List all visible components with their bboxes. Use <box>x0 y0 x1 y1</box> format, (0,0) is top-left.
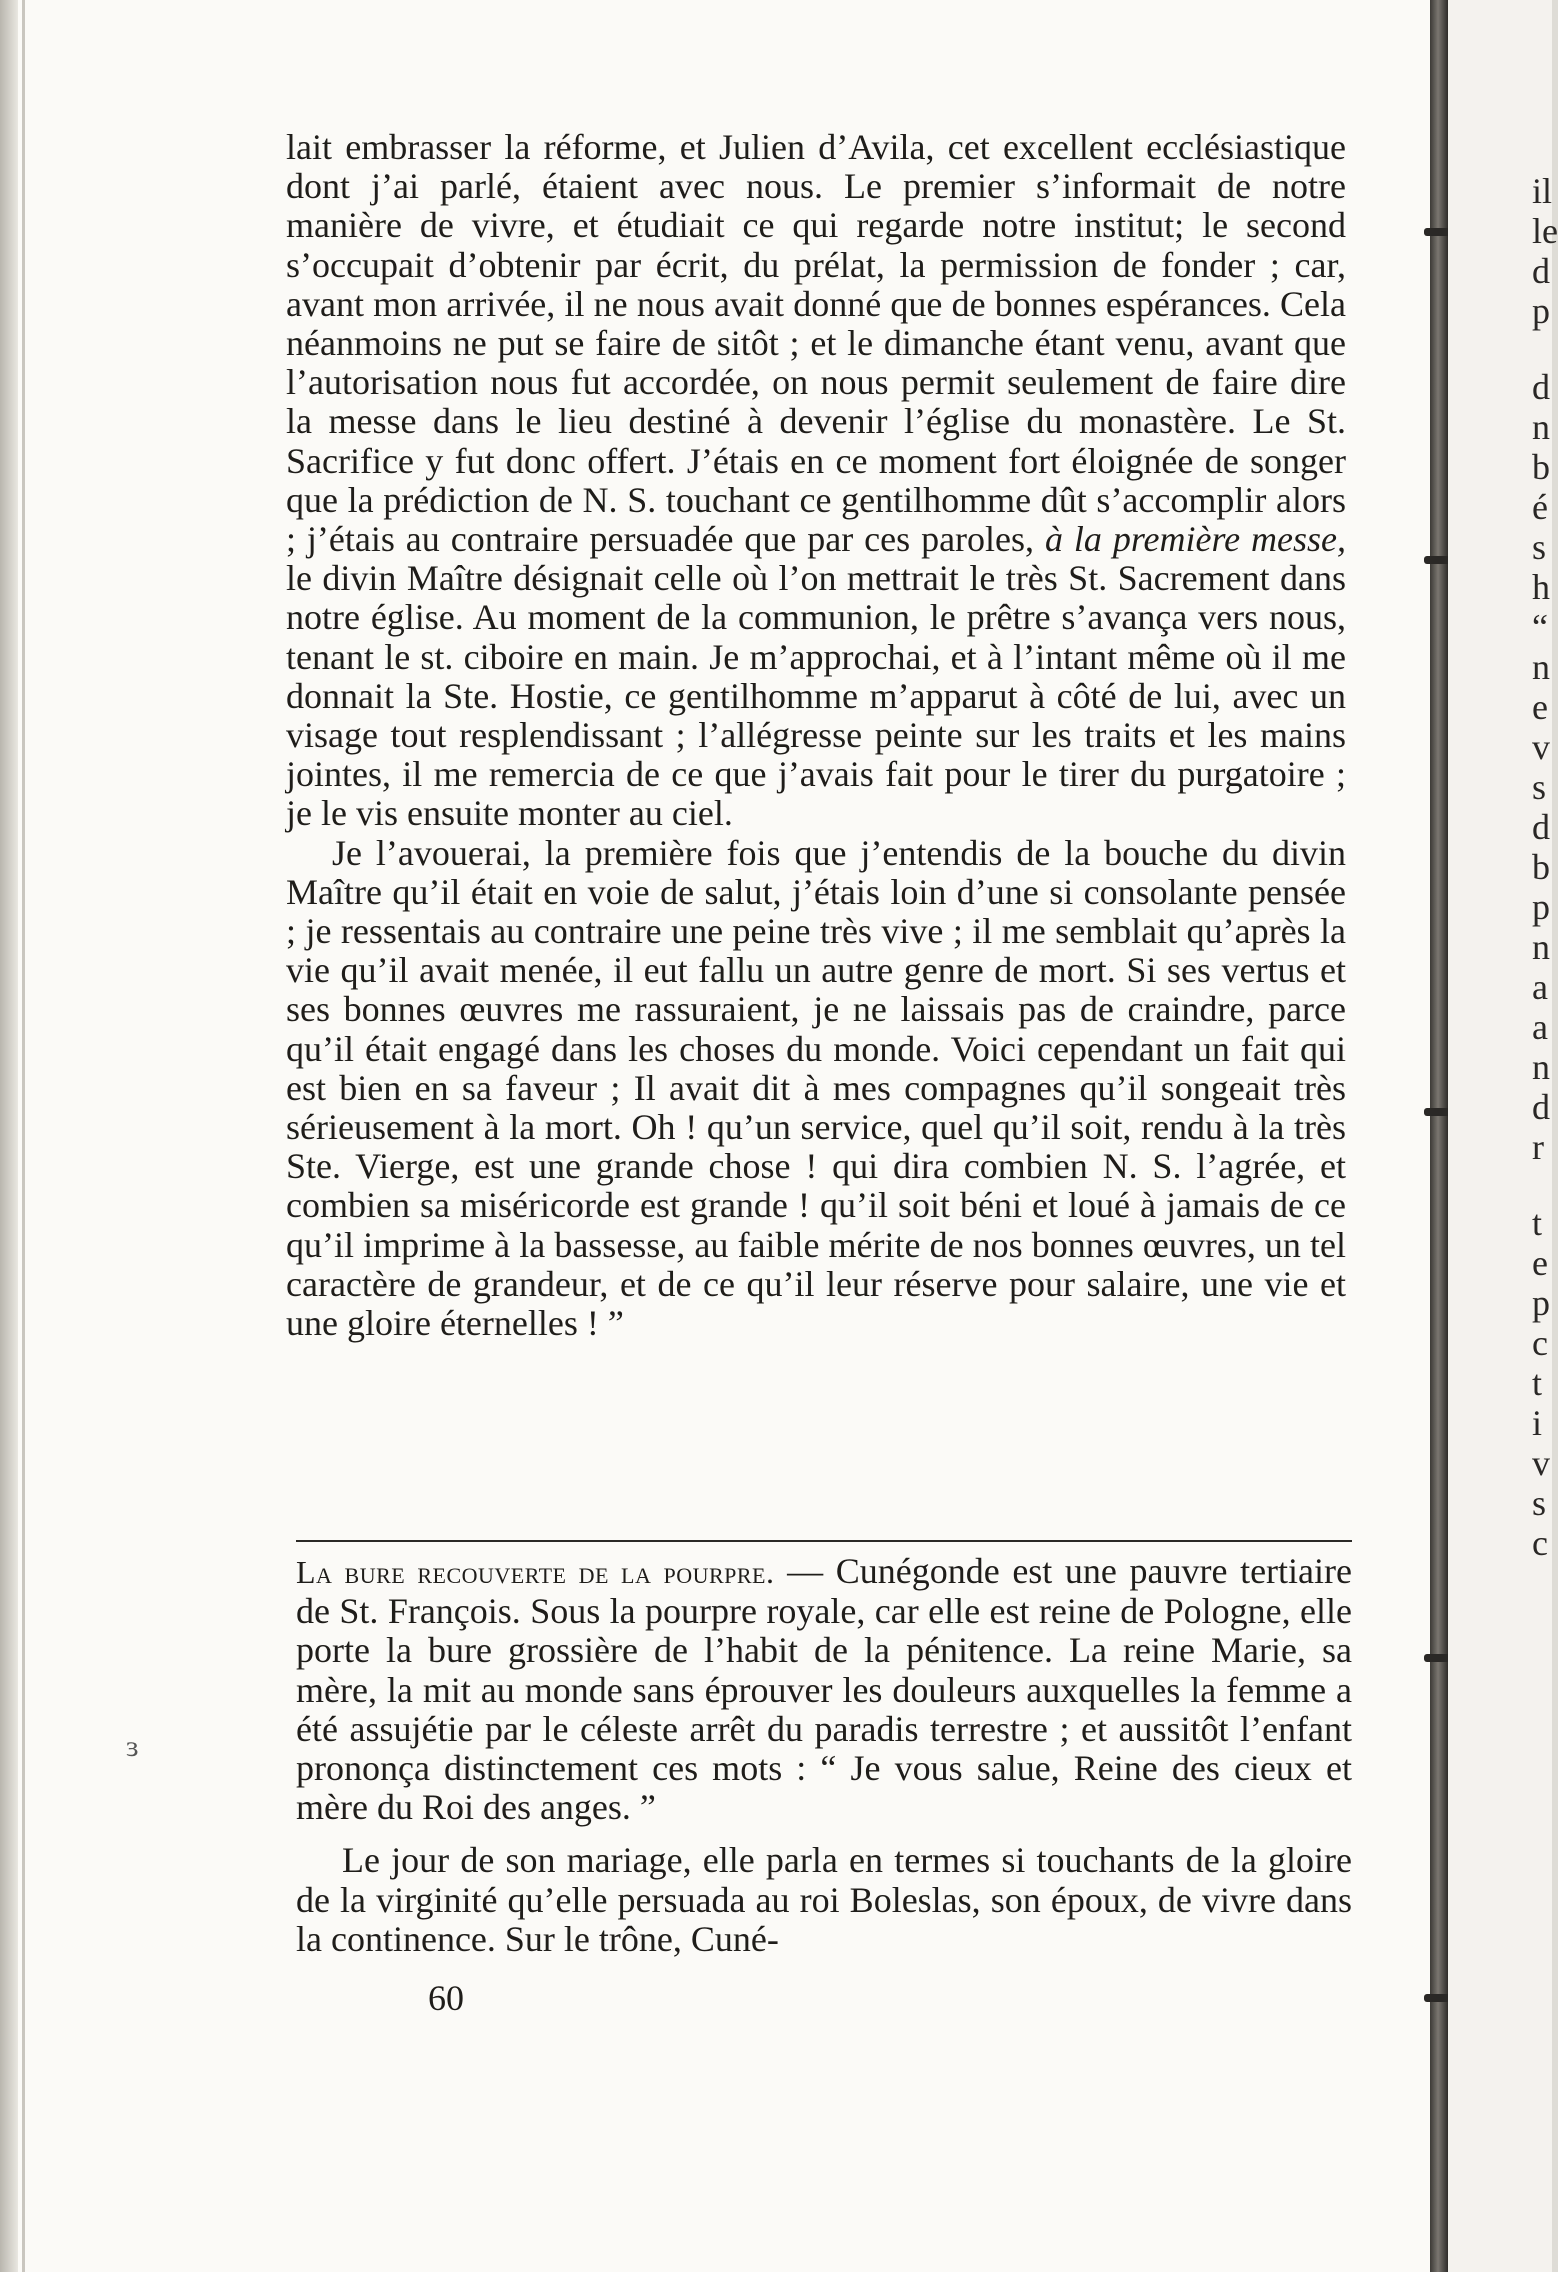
footnote-heading: La bure recouverte de la pourpre. <box>296 1554 775 1590</box>
facing-page-fragment: t <box>1532 1203 1543 1243</box>
facing-page-fragment: le <box>1532 211 1558 251</box>
facing-page-fragment: n <box>1532 1047 1550 1087</box>
facing-page-fragment: “ <box>1532 607 1548 647</box>
facing-page-fragment: s <box>1532 767 1547 807</box>
footnote-paragraph-1 <box>296 1552 1352 1827</box>
paragraph-1 <box>286 128 1346 834</box>
paragraph-1-text: lait embrasser la réforme, et Julien d’Avila, cet excellent ecclésiastique dont j’ai parlé, étaient avec nous. Le premier s’informait de notre manière de vivre, et étudiait ce qui regarde notre institut; le second s’occupait d’obtenir par écrit, du prélat, la permission de fonder ; car, avant mon arrivée, il ne nous avait donné que de bonnes espérances. Cela néanmoins ne put se faire de sitôt ; et le dimanche étant venu, avant que l’autorisation nous fut accordée, on nous permit seulement de faire dire la messe dans le lieu destiné à devenir l’église du monastère. Le St. Sacrifice y fut donc offert. J’étais en ce moment fort éloignée de songer que la prédiction de N. S. touchant ce gentilhomme dût s’accomplir alors ; j’étais au contraire persuadée que par ces paroles, <box>286 127 1346 560</box>
paragraph-2: Je l’avouerai, la première fois que j’entendis de la bouche du divin Maître qu’il était en voie de salut, j’étais loin d’une si consolante pensée ; je ressentais au contraire une peine très vive ; il me semblait qu’après la vie qu’il avait menée, il eut fallu un autre genre de mort. Si ses vertus et ses bonnes œuvres me rassuraient, je ne laissais pas de craindre, parce qu’il était engagé dans les choses du monde. Voici cependant un fait qui est bien en sa faveur ; Il avait dit à mes compagnes qu’il songeait très sérieusement à la mort. Oh ! qu’un service, quel qu’il soit, rendu à la très Ste. Vierge, est une grande chose ! qui dira combien N. S. l’agrée, et combien sa miséricorde est grande ! qu’il soit béni et loué à jamais de ce qu’il imprime à la bassesse, au faible mérite de nos bonnes œuvres, un tel caractère de grandeur, et de ce qu’il leur réserve pour salaire, une vie et une gloire éternelles ! ” <box>286 832 1346 1344</box>
facing-page-fragment: r <box>1532 1127 1544 1167</box>
facing-page-fragment: b <box>1532 847 1550 887</box>
page-edge-shadow <box>0 0 18 2272</box>
facing-page-fragment: n <box>1532 927 1550 967</box>
italic-phrase: à la première messe, <box>1044 519 1347 560</box>
facing-page-fragment: v <box>1532 727 1550 767</box>
facing-page-fragment: n <box>1532 647 1550 687</box>
facing-page-fragment: p <box>1532 1283 1550 1323</box>
paragraph-1-continuation: le divin Maître désignait celle où l’on mettrait le très St. Sacrement dans notre église. Au moment de la communion, le prêtre s’avança vers nous, tenant le st. ciboire en main. Je m’approchai, et à l’intant même où il me donnait la Ste. Hostie, ce gentilhomme m’apparut à côté de lui, avec un visage tout resplendissant ; l’allégresse peinte sur les traits et les mains jointes, il me remercia de ce que j’avais fait pour le tirer du purgatoire ; je le vis ensuite monter au ciel. <box>286 558 1346 834</box>
margin-mark: ɜ <box>126 1730 139 1763</box>
facing-page-fragment: c <box>1532 1523 1548 1563</box>
book-spine <box>1430 0 1448 2272</box>
facing-page-fragment: b <box>1532 447 1550 487</box>
facing-page-fragment: il <box>1532 171 1553 211</box>
facing-page-fragment: n <box>1532 407 1550 447</box>
facing-page-fragment: d <box>1532 367 1550 407</box>
facing-page-edge <box>1448 0 1558 2272</box>
facing-page-fragment: é <box>1532 487 1548 527</box>
facing-page-fragment: p <box>1532 887 1550 927</box>
facing-page-fragment: t <box>1532 1363 1543 1403</box>
facing-page-fragment: a <box>1532 1007 1548 1047</box>
footnote-text: — Cunégonde est une pauvre tertiaire de St. François. Sous la pourpre royale, car elle est reine de Pologne, elle porte la bure grossière de l’habit de la pénitence. La reine Marie, sa mère, la mit au monde sans éprouver les douleurs auxquelles la femme a été assujétie par le céleste arrêt du paradis terrestre ; et aussitôt l’enfant prononça distinctement ces mots : “ Je vous salue, Reine des cieux et mère du Roi des anges. ” <box>296 1551 1352 1828</box>
facing-page-fragment: i <box>1532 1403 1543 1443</box>
footnote-divider <box>296 1540 1352 1542</box>
facing-page-fragment: a <box>1532 967 1548 1007</box>
page-edge-line <box>22 0 25 2272</box>
page-number: 60 <box>428 1978 464 2018</box>
facing-page-fragment: v <box>1532 1443 1550 1483</box>
facing-page-fragment: p <box>1532 291 1550 331</box>
facing-page-fragment: d <box>1532 807 1550 847</box>
facing-page-fragment: h <box>1532 567 1550 607</box>
facing-page-fragment: e <box>1532 687 1548 727</box>
footnote-section <box>296 1552 1352 1959</box>
facing-page-fragment: e <box>1532 1243 1548 1283</box>
footnote-paragraph-2: Le jour de son mariage, elle parla en termes si touchants de la gloire de la virginité qu’elle persuada au roi Boleslas, son époux, de vivre dans la continence. Sur le trône, Cuné- <box>296 1840 1352 1959</box>
facing-page-fragment: s <box>1532 527 1547 567</box>
facing-page-fragment: c <box>1532 1323 1548 1363</box>
main-text <box>286 128 1346 1343</box>
facing-page-fragment: d <box>1532 1087 1550 1127</box>
facing-page-fragment: d <box>1532 251 1550 291</box>
facing-page-fragment: s <box>1532 1483 1547 1523</box>
